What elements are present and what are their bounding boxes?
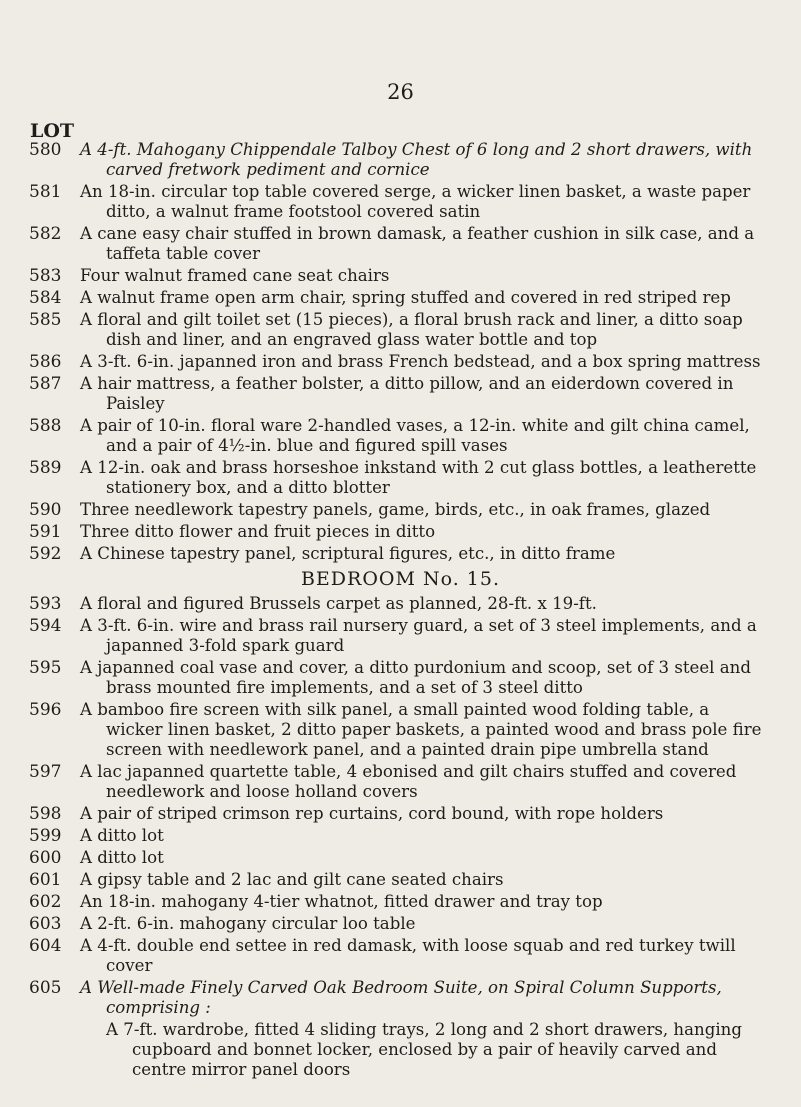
lot-item <box>0 266 801 286</box>
lot-item <box>0 616 801 656</box>
lot-item <box>0 288 801 308</box>
lot-description: A floral and figured Brussels carpet as planned, 28-ft. x 19-ft. <box>80 594 597 613</box>
lot-description: A japanned coal vase and cover, a ditto purdonium and scoop, set of 3 steel and brass mounted fire implements, and a set of 3 steel ditto <box>80 658 751 697</box>
lot-item <box>0 594 801 614</box>
lot-number: 594 <box>29 616 62 636</box>
lot-item <box>0 700 801 760</box>
lot-number: 583 <box>29 266 62 286</box>
lot-item <box>0 416 801 456</box>
lot-number: 601 <box>29 870 62 890</box>
lot-description: A 4-ft. double end settee in red damask, with loose squab and red turkey twill cover <box>80 936 736 975</box>
lot-description: A Well-made Finely Carved Oak Bedroom Suite, on Spiral Column Supports, comprising : <box>80 978 722 1017</box>
lot-number: 585 <box>29 310 62 330</box>
lot-description: An 18-in. mahogany 4-tier whatnot, fitted drawer and tray top <box>80 892 603 911</box>
lot-flow <box>0 140 801 1082</box>
lot-number: 586 <box>29 352 62 372</box>
lot-description: Four walnut framed cane seat chairs <box>80 266 390 285</box>
lot-item <box>0 892 801 912</box>
lot-number: 587 <box>29 374 62 394</box>
lot-number: 592 <box>29 544 62 564</box>
lot-description: A floral and gilt toilet set (15 pieces), a floral brush rack and liner, a ditto soap dish and liner, and an engraved glass water bottle and top <box>80 310 743 349</box>
lot-description: A 2-ft. 6-in. mahogany circular loo table <box>80 914 416 933</box>
page-number: 26 <box>387 80 414 104</box>
lot-number: 593 <box>29 594 62 614</box>
lot-number: 590 <box>29 500 62 520</box>
lot-description: Three ditto flower and fruit pieces in ditto <box>80 522 436 541</box>
lot-description: A ditto lot <box>80 826 164 845</box>
lot-item <box>0 936 801 976</box>
lot-number: 596 <box>29 700 62 720</box>
lot-item <box>0 374 801 414</box>
lot-number: 591 <box>29 522 62 542</box>
lot-number: 595 <box>29 658 62 678</box>
lot-description: A pair of 10-in. floral ware 2-handled vases, a 12-in. white and gilt china camel, and a pair of 4½-in. blue and figured spill vases <box>80 416 750 455</box>
lot-item <box>0 762 801 802</box>
lot-item <box>0 804 801 824</box>
lot-item <box>0 458 801 498</box>
lot-number: 581 <box>29 182 62 202</box>
lot-item <box>0 848 801 868</box>
lot-number: 605 <box>29 978 62 998</box>
lot-description: A bamboo fire screen with silk panel, a small painted wood folding table, a wicker linen basket, 2 ditto paper baskets, a painted wood and brass pole fire screen with needlework panel, and a painted drain pipe umbrella stand <box>80 700 762 759</box>
lot-item <box>0 522 801 542</box>
lot-number: 597 <box>29 762 62 782</box>
lot-item <box>0 658 801 698</box>
lot-description: A Chinese tapestry panel, scriptural figures, etc., in ditto frame <box>80 544 616 563</box>
lot-item <box>0 544 801 564</box>
lot-number: 599 <box>29 826 62 846</box>
lot-description: A gipsy table and 2 lac and gilt cane seated chairs <box>80 870 504 889</box>
lot-number: 602 <box>29 892 62 912</box>
lot-description: A lac japanned quartette table, 4 ebonised and gilt chairs stuffed and covered needlework and loose holland covers <box>80 762 737 801</box>
lot-item <box>0 1020 801 1080</box>
lot-number: 588 <box>29 416 62 436</box>
lot-item <box>0 870 801 890</box>
lot-number: 589 <box>29 458 62 478</box>
section-heading: BEDROOM No. 15. <box>300 568 501 590</box>
lot-number: 598 <box>29 804 62 824</box>
lot-description: A pair of striped crimson rep curtains, cord bound, with rope holders <box>80 804 664 823</box>
lot-description: A cane easy chair stuffed in brown damask, a feather cushion in silk case, and a taffeta table cover <box>80 224 755 263</box>
lot-column-heading: LOT <box>30 120 75 142</box>
lot-description: A hair mattress, a feather bolster, a ditto pillow, and an eiderdown covered in Paisley <box>80 374 734 413</box>
lot-item <box>0 914 801 934</box>
lot-number: 584 <box>29 288 62 308</box>
lot-item <box>0 224 801 264</box>
lot-item <box>0 182 801 222</box>
lot-description: A ditto lot <box>80 848 164 867</box>
lot-description: A 3-ft. 6-in. japanned iron and brass French bedstead, and a box spring mattress <box>80 352 761 371</box>
lot-item <box>0 500 801 520</box>
lot-description: A 12-in. oak and brass horseshoe inkstand with 2 cut glass bottles, a leatherette stationery box, and a ditto blotter <box>80 458 757 497</box>
lot-description: A 7-ft. wardrobe, fitted 4 sliding trays, 2 long and 2 short drawers, hanging cupboard and bonnet locker, enclosed by a pair of heavily carved and centre mirror panel doors <box>106 1020 742 1079</box>
lot-description: Three needlework tapestry panels, game, birds, etc., in oak frames, glazed <box>80 500 711 519</box>
lot-number: 580 <box>29 140 62 160</box>
lot-number: 582 <box>29 224 62 244</box>
lot-description: A 4-ft. Mahogany Chippendale Talboy Chest of 6 long and 2 short drawers, with carved fretwork pediment and cornice <box>80 140 753 179</box>
lot-item <box>0 310 801 350</box>
lot-number: 600 <box>29 848 62 868</box>
lot-number: 604 <box>29 936 62 956</box>
lot-description: A walnut frame open arm chair, spring stuffed and covered in red striped rep <box>80 288 731 307</box>
lot-item <box>0 352 801 372</box>
lot-item <box>0 978 801 1018</box>
lot-item <box>0 826 801 846</box>
lot-number: 603 <box>29 914 62 934</box>
lot-description: An 18-in. circular top table covered serge, a wicker linen basket, a waste paper ditto, a walnut frame footstool covered satin <box>80 182 751 221</box>
lot-description: A 3-ft. 6-in. wire and brass rail nursery guard, a set of 3 steel implements, and a japanned 3-fold spark guard <box>80 616 757 655</box>
lot-item <box>0 140 801 180</box>
